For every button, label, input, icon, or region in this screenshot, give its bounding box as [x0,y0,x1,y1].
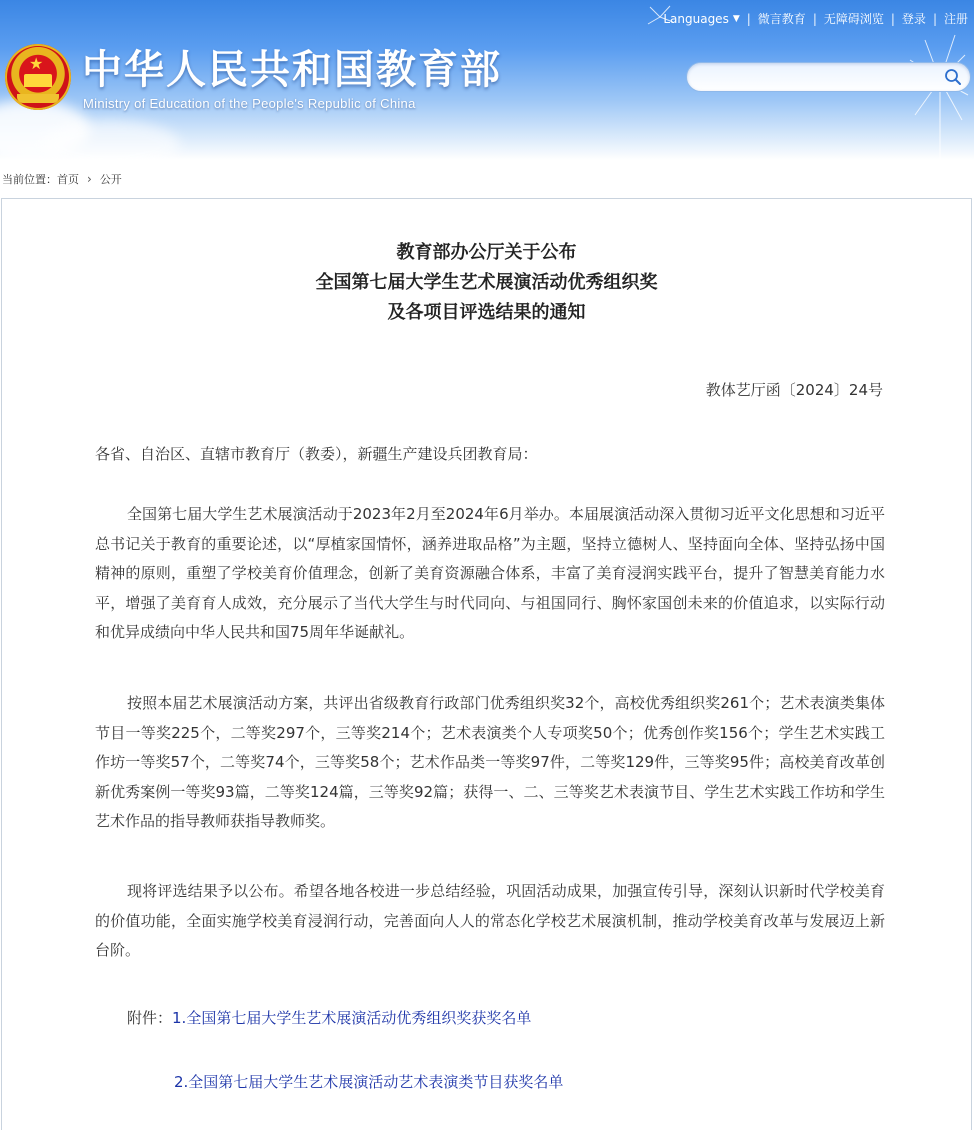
search-input[interactable] [699,67,933,89]
register-link[interactable]: 注册 [943,12,968,26]
salutation: 各省、自治区、直辖市教育厅（教委），新疆生产建设兵团教育局： [95,445,538,463]
languages-dropdown[interactable] [663,12,739,26]
login-link[interactable]: 登录 [901,12,926,26]
breadcrumb-prefix: 当前位置： [2,173,57,186]
ribbon-icon [17,94,59,103]
attachment-link-2[interactable]: 2.全国第七届大学生艺术展演活动艺术表演类节目获奖名单 [174,1073,564,1091]
site-title[interactable]: 中华人民共和国教育部 [82,47,502,93]
national-emblem-logo[interactable] [5,44,71,110]
site-subtitle: Ministry of Education of the People's Republic of China [83,96,416,111]
tiananmen-icon [24,74,52,87]
search-icon[interactable] [944,68,962,86]
title-line: 及各项目评选结果的通知 [387,302,586,323]
breadcrumb-current[interactable]: 公开 [99,173,122,186]
title-line: 教育部办公厅关于公布 [396,242,577,263]
chevron-right-icon: › [87,172,92,186]
nav-separator: | [812,11,817,26]
body-paragraph: 全国第七届大学生艺术展演活动于2023年2月至2024年6月举办。本届展演活动深入贯彻习近平文化思想和习近平总书记关于教育的重要论述，以“厚植家国情怀，涵养进取品格”为主题，坚持立德树人、坚持面向全体、坚持弘扬中国精神的原则，重塑了学校美育价值理念，创新了美育资源融合体系，丰富了美育浸润实践平台，提升了智慧美育能力水平，增强了美育育人成效，充分展示了当代大学生与时代同向、与祖国同行、胸怀家国创未来的价值追求，以实际行动和优异成绩向中华人民共和国75周年华诞献礼。 [95,505,885,641]
nav-separator: | [932,11,937,26]
title-line: 全国第七届大学生艺术展演活动优秀组织奖 [315,272,658,293]
breadcrumb-home[interactable]: 首页 [57,173,79,186]
body-paragraph: 现将评选结果予以公布。希望各地各校进一步总结经验，巩固活动成果，加强宣传引导，深刻认识新时代学校美育的价值功能，全面实施学校美育浸润行动，完善面向人人的常态化学校艺术展演机制，推动学校美育改革与发展迈上新台阶。 [95,882,885,959]
accessibility-link[interactable]: 无障碍浏览 [823,12,884,26]
search-box [686,62,971,92]
chevron-down-icon: ▼ [732,13,740,24]
weiyan-link[interactable]: 微言教育 [757,12,806,26]
article-panel [1,198,972,1130]
attachments [127,1007,531,1028]
nav-separator: | [746,11,751,26]
breadcrumb [2,171,122,187]
top-navigation [663,10,968,27]
attachments-second [174,1071,563,1092]
nav-separator: | [890,11,895,26]
star-icon: ★ [29,54,44,73]
body-paragraph: 按照本届艺术展演活动方案，共评出省级教育行政部门优秀组织奖32个，高校优秀组织奖261个；艺术表演类集体节目一等奖225个，二等奖297个，三等奖214个；艺术表演类个人专项奖50个；优秀创作奖156个；学生艺术实践工作坊一等奖57个，二等奖74个，三等奖58个；艺术作品类一等奖97件，二等奖129件，三等奖95件；高校美育改革创新优秀案例一等奖93篇，二等奖124篇，三等奖92篇；获得一、二、三等奖艺术表演节目、学生艺术实践工作坊和学生艺术作品的指导教师获指导教师奖。 [95,694,885,830]
cloud-decoration [40,120,180,160]
attachment-link-1[interactable]: 1.全国第七届大学生艺术展演活动优秀组织奖获奖名单 [172,1009,532,1027]
document-number: 教体艺厅函〔2024〕24号 [705,381,883,399]
site-header [0,0,974,160]
article-title [2,238,971,328]
languages-label: Languages [663,11,729,26]
attachments-label: 附件： [127,1009,173,1027]
